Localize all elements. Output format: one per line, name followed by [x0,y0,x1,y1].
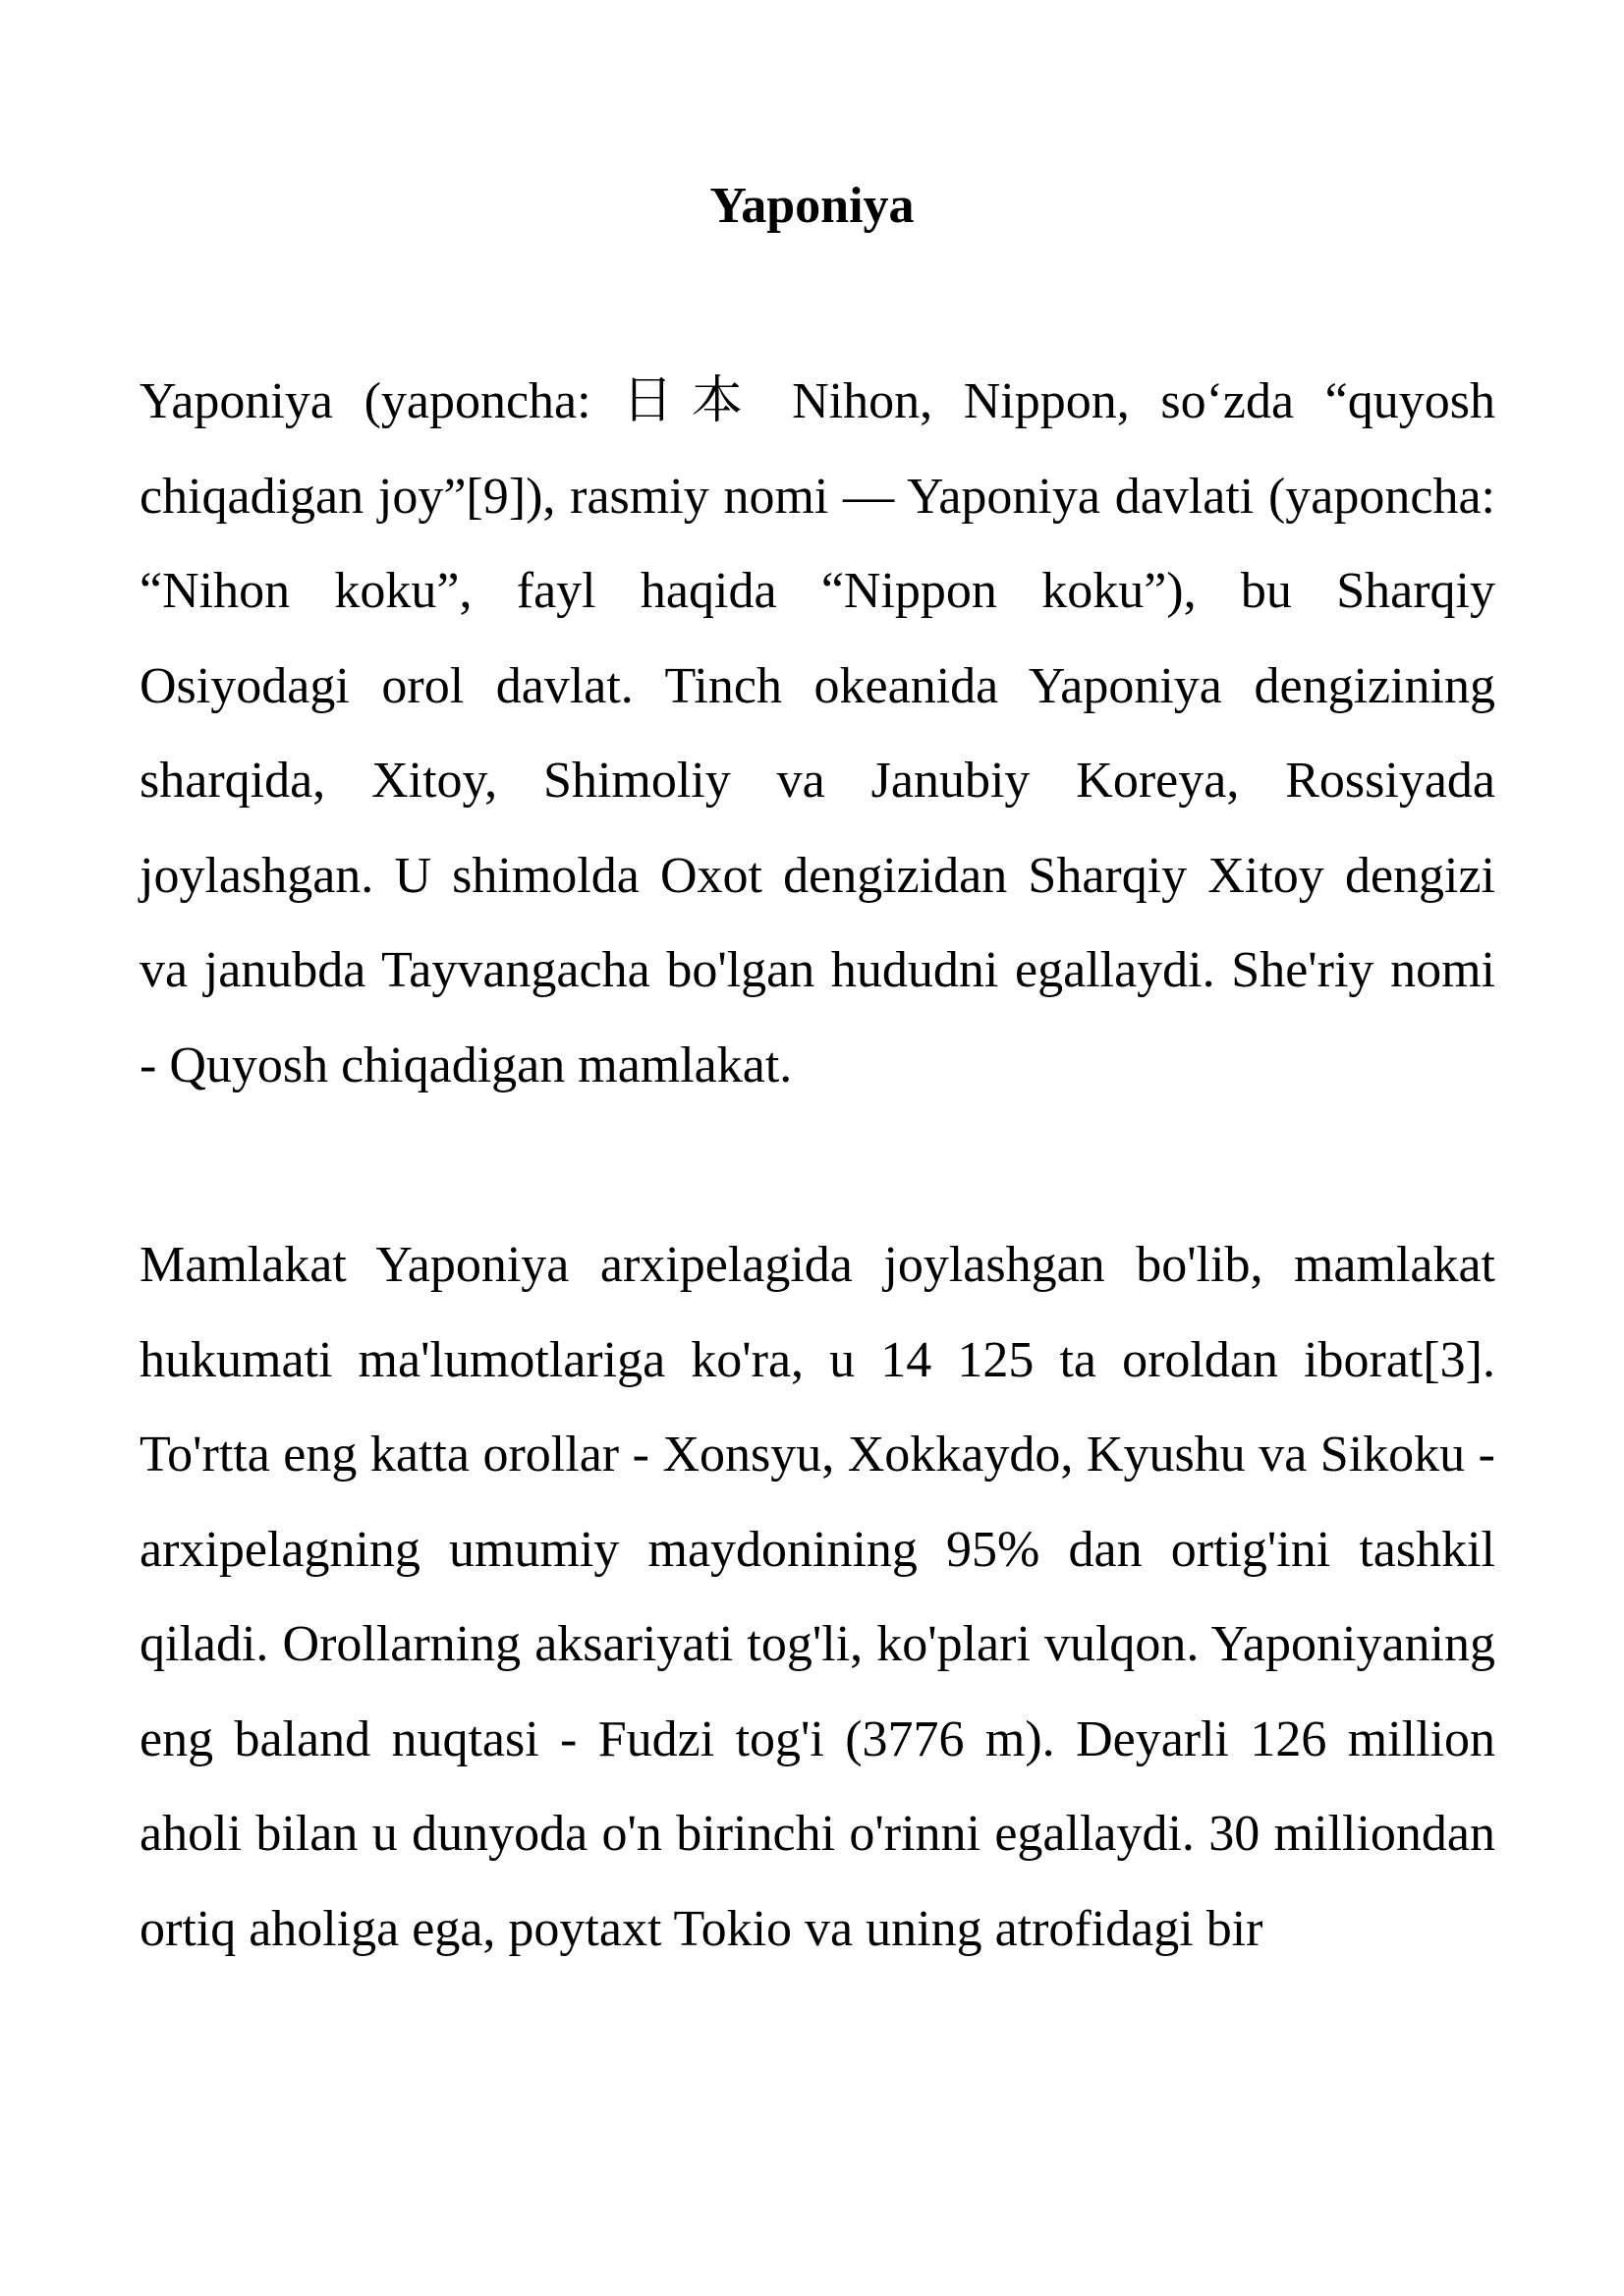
paragraph-geography: Mamlakat Yaponiya arxipelagida joylashgan bo'lib, mamlakat hukumati ma'lumotlariga ko'ra, u 14 125 ta oroldan iborat[3]. To'rtta eng katta orollar - Xonsyu, Xokkaydo, Kyushu va Sikoku - arxipelagning umumiy maydonining 95% dan ortig'ini tashkil qiladi. Orollarning aksariyati tog'li, ko'plari vulqon. Yaponiyaning eng baland nuqtasi - Fudzi tog'i (3776 m). Deyarli 126 million aholi bilan u dunyoda o'n birinchi o'rinni egallaydi. 30 milliondan ortiq aholiga ega, poytaxt Tokio va uning atrofidagi bir [140,1237,1495,1957]
page-title: Yaponiya [709,178,915,234]
paragraph-intro: Yaponiya (yaponcha: 日本 Nihon, Nippon, so‘zda “quyosh chiqadigan joy”[9]), rasmiy nomi — Yaponiya davlati (yaponcha: “Nihon koku”, fayl haqida “Nippon koku”), bu Sharqiy Osiyodagi orol davlat. Tinch okeanida Yaponiya dengizining sharqida, Xitoy, Shimoliy va Janubiy Koreya, Rossiyada joylashgan. U shimolda Oxot dengizidan Sharqiy Xitoy dengizi va janubda Tayvangacha bo'lgan hududni egallaydi. She'riy nomi - Quyosh chiqadigan mamlakat. [140,373,1495,1093]
